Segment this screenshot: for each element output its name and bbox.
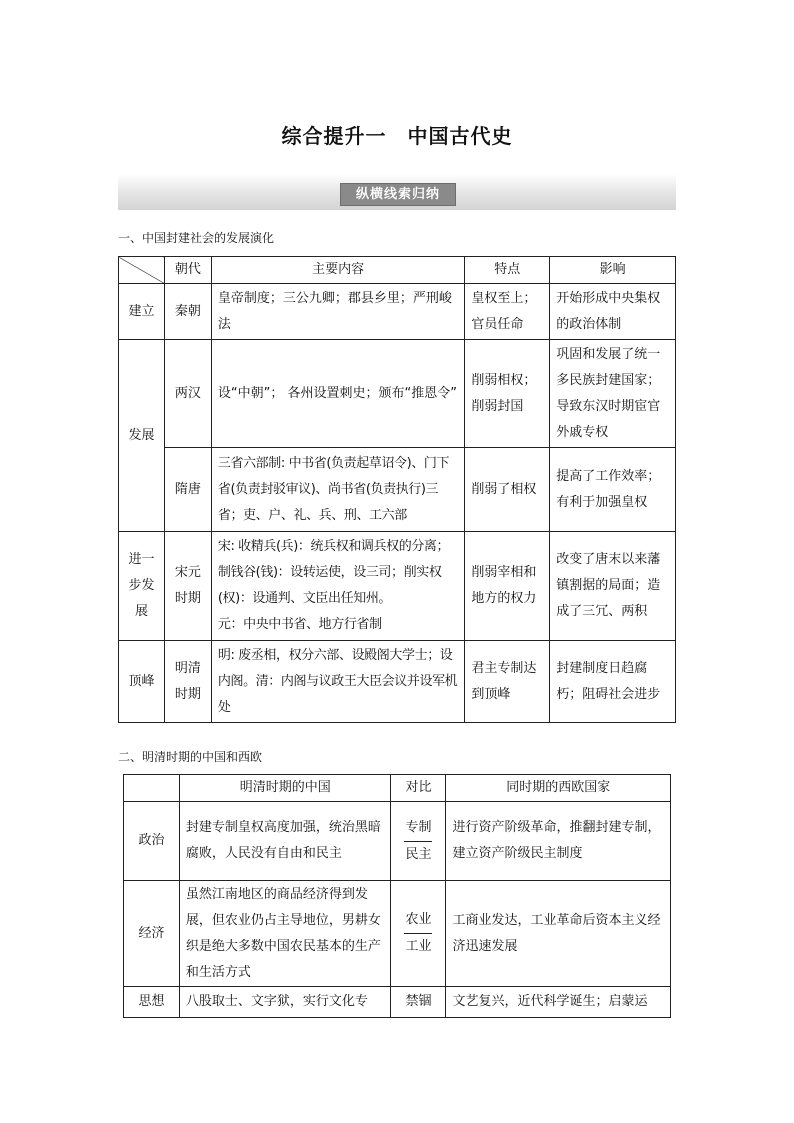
header-compare: 对比 [391,775,446,802]
compare-cell [391,881,446,987]
content-song: 宋: 收精兵(兵)：统兵权和调兵权的分离；制钱谷(钱)：设转运使，设三司；削实权(权)：设通判、文臣出任知州。 [217,539,450,606]
impact-cell: 巩固和发展了统一多民族封建国家；导致东汉时期宦官外戚专权 [550,340,676,448]
feature-cell: 皇权至上；官员任命 [465,284,550,340]
section1-heading: 一、中国封建社会的发展演化 [118,231,275,245]
content-cell: 设“中朝”； 各州设置刺史；颁布“推恩令” [211,340,464,448]
stage-cell: 顶峰 [119,641,165,723]
dynasty-cell: 两汉 [164,340,211,448]
compare-top: 专制 [405,819,432,835]
west-cell: 工商业发达，工业革命后资本主义经济迅速发展 [446,881,671,987]
dynasty-cell: 宋元时期 [164,532,211,641]
china-cell: 八股取士、文字狱，实行文化专 [179,987,391,1018]
west-cell: 文艺复兴，近代科学诞生；启蒙运 [446,987,671,1018]
header-impact: 影响 [550,257,676,284]
header-feature: 特点 [465,257,550,284]
stage-cell: 发展 [119,340,165,532]
impact-cell: 改变了唐末以来藩镇割据的局面；造成了三冗、两积 [550,532,676,641]
table-header-row [124,775,671,802]
header-west: 同时期的西欧国家 [446,775,671,802]
content-cell: 三省六部制: 中书省(负责起草诏令)、门下省(负责封驳审议)、尚书省(负责执行)三省；吏、户、礼、兵、刑、工六部 [211,448,464,532]
feature-cell: 削弱了相权 [465,448,550,532]
table-row [124,881,671,987]
stage-cell: 进一步发展 [119,532,165,641]
header-content: 主要内容 [211,257,464,284]
aspect-cell: 思想 [124,987,180,1018]
china-cell: 封建专制皇权高度加强，统治黑暗腐败，人民没有自由和民主 [179,802,391,881]
content-cell: 明: 废丞相，权分六部、设殿阁大学士；设内阁。清：内阁与议政王大臣会议并设军机处 [211,641,464,723]
aspect-cell: 经济 [124,881,180,987]
page-title: 综合提升一 中国古代史 [281,124,513,148]
table-row [119,448,676,532]
table-row [119,641,676,723]
header-china: 明清时期的中国 [179,775,391,802]
china-west-comparison-table [123,774,671,1018]
table-row [124,802,671,881]
banner-label: 纵横线索归纳 [340,183,456,206]
feudal-development-table [118,256,676,723]
china-cell: 虽然江南地区的商品经济得到发展，但农业仍占主导地位，男耕女织是绝大多数中国农民基本的生产和生活方式 [179,881,391,987]
content-cell: 皇帝制度；三公九卿；郡县乡里；严刑峻法 [211,284,464,340]
table-row [119,284,676,340]
diagonal-header-cell [119,257,165,284]
aspect-cell: 政治 [124,802,180,881]
compare-cell [391,802,446,881]
table-header-row [119,257,676,284]
table-row [119,532,676,641]
empty-header-cell [124,775,180,802]
table-row [124,987,671,1018]
feature-cell: 削弱宰相和地方的权力 [465,532,550,641]
dynasty-cell: 明清时期 [164,641,211,723]
compare-cell: 禁锢 [391,987,446,1018]
dynasty-cell: 隋唐 [164,448,211,532]
compare-bottom: 工业 [405,939,432,954]
dynasty-cell: 秦朝 [164,284,211,340]
compare-top: 农业 [405,912,432,927]
content-cell [211,532,464,641]
header-dynasty: 朝代 [164,257,211,284]
impact-cell: 封建制度日趋腐朽；阻碍社会进步 [550,641,676,723]
section2-heading: 二、明清时期的中国和西欧 [118,750,263,764]
table-row [119,340,676,448]
impact-cell: 提高了工作效率；有利于加强皇权 [550,448,676,532]
impact-cell: 开始形成中央集权的政治体制 [550,284,676,340]
content-yuan: 元：中央中书省、地方行省制 [217,617,382,632]
west-cell: 进行资产阶级革命，推翻封建专制，建立资产阶级民主制度 [446,802,671,881]
feature-cell: 削弱相权；削弱封国 [465,340,550,448]
compare-bottom: 民主 [405,846,432,862]
stage-cell: 建立 [119,284,165,340]
feature-cell: 君主专制达到顶峰 [465,641,550,723]
